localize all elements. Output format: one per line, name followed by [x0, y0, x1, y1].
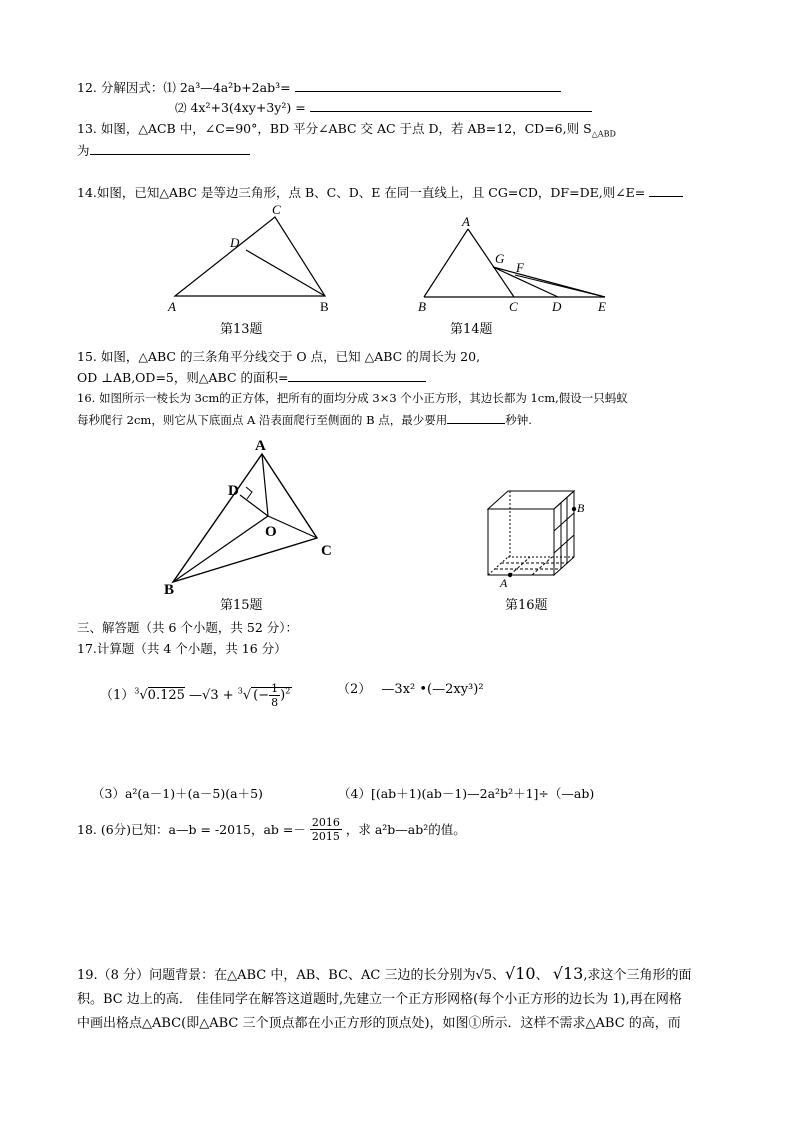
fig15-label-a: A: [255, 438, 266, 454]
fig15-triangle: [173, 454, 317, 582]
fig15-bisector-b: [173, 516, 268, 582]
q19-sqrt10: √10: [505, 964, 536, 983]
q15-line1: 15. 如图，△ABC 的三条角平分线交于 O 点，已知 △ABC 的周长为 20,: [77, 349, 481, 364]
q12-part2: [175, 99, 592, 116]
fig16-right-face: [554, 491, 574, 575]
q17-p2: [337, 682, 484, 698]
fig14-label-a: A: [462, 215, 470, 229]
q14-line: [77, 184, 683, 201]
q18-frac-num: 2016: [311, 816, 340, 829]
figure-13: [160, 200, 350, 320]
q13-line2: [77, 142, 250, 159]
q12-part1: [77, 79, 561, 96]
q17-p1-num: （1）: [100, 688, 135, 703]
figure-15: [155, 432, 345, 597]
fig13-label-a: A: [168, 299, 176, 314]
q14-text: 14.如图，已知△ABC 是等边三角形，点 B、C、D、E 在同一直线上，且 CG=CD，DF=DE,则∠E=: [77, 185, 646, 200]
q12-p2-num: ⑵: [175, 101, 187, 115]
fig15-label-b: B: [164, 582, 175, 597]
q19-line2: 积。BC 边上的高． 佳佳同学在解答这道题时,先建立一个正方形网格(每个小正方形的边长为 1),再在网格: [77, 992, 682, 1007]
fig14-label-g: G: [495, 251, 505, 266]
q19-sep: 、: [535, 968, 549, 983]
fig15-perpendicular-od: [240, 495, 268, 516]
q15-blank[interactable]: [288, 369, 426, 382]
q13-text: 13. 如图，△ACB 中，∠C=90°，BD 平分∠ABC 交 AC 于点 D，若 AB=12，CD=6,则 S: [77, 121, 592, 136]
q17-p1-a: 0.125: [147, 688, 185, 703]
figure-16: [478, 483, 603, 593]
fig14-side-ac: [468, 229, 514, 297]
q16-line2-text: 每秒爬行 2cm，则它从下底面点 A 沿表面爬行至侧面的 B 点，最少要用: [77, 413, 448, 427]
fig13-triangle: [175, 217, 325, 296]
fig16-label-b: B: [577, 501, 585, 515]
q17-p2-num: （2）: [337, 682, 372, 697]
q12-p1-num: ⑴: [163, 80, 176, 95]
q13-sub: △ABD: [591, 129, 616, 139]
q17-p1-frac-den: 8: [271, 696, 279, 709]
fig14-label-e: E: [598, 299, 606, 314]
section3-heading: 三、解答题（共 6 个小题，共 52 分）：: [77, 620, 299, 635]
q17-p1-b: —√3 +: [189, 688, 234, 703]
fig14-label-f: F: [516, 260, 524, 275]
fig16-point-b: [572, 507, 576, 511]
figure-14: [410, 215, 620, 315]
q17-p1: $(1)^3√0.125$ —√3 + $^3$√ (− $\frac{1}{8}$ )$^2$: [100, 682, 291, 709]
fig13-bisector-bd: [246, 250, 325, 296]
q19-line1a: 19.（8 分）问题背景：在△ABC 中，AB、BC、AC 三边的长分别为√5、: [77, 968, 506, 983]
fig13-label-c: C: [272, 202, 281, 217]
q18-pre: 18. (6分)已知：a—b = -2015，ab =－: [77, 822, 306, 837]
q13-blank[interactable]: [90, 142, 250, 155]
q17-p2-expr: —3x² •(—2xy³)²: [381, 682, 484, 697]
fig14-label-d: D: [552, 299, 562, 314]
fig15-label-c: C: [321, 543, 332, 559]
q12-label: 12. 分解因式：: [77, 80, 164, 95]
q16-line1: 16. 如图所示一棱长为 3cm的正方体，把所有的面均分成 3×3 个小正方形，其边长都为 1cm,假设一只蚂蚁: [77, 391, 628, 405]
q13-line2-text: 为: [77, 143, 90, 158]
fig13-label-d: D: [230, 235, 240, 250]
q12-p1-expr: 2a³—4a²b+2ab³=: [179, 80, 291, 95]
fig14-caption: 第14题: [450, 322, 493, 337]
q12-p1-blank[interactable]: [295, 79, 561, 92]
q12-p2-expr: 4x²+3(4xy+3y²) =: [190, 100, 306, 115]
q15-line2-text: OD ⊥AB,OD=5，则△ABC 的面积=: [77, 370, 289, 385]
fig13-label-b: B: [320, 299, 329, 314]
q15-line2: [77, 369, 426, 386]
q17-p4: （4）[(ab＋1)(ab－1)—2a²b²＋1]÷（—ab): [338, 786, 595, 801]
fig14-side-ab: [424, 229, 468, 297]
fig13-caption: 第13题: [220, 322, 263, 337]
q18-post: ，求 a²b—ab²的值。: [345, 822, 466, 837]
fig15-label-d: D: [228, 483, 239, 499]
fig16-point-a: [508, 573, 512, 577]
q19-line1e: ,求这个三角形的面: [583, 968, 692, 983]
q16-blank[interactable]: [447, 411, 505, 424]
fig16-front-face: [488, 509, 554, 575]
fig15-caption: 第15题: [220, 598, 263, 613]
fig14-label-c: C: [509, 299, 518, 314]
fig14-label-b: B: [418, 299, 426, 314]
q19-sqrt13: √13: [552, 964, 584, 983]
fig16-label-a: A: [500, 576, 508, 590]
q17-p1-frac-num: 1: [271, 682, 279, 695]
q17-title: 17.计算题（共 4 个小题，共 16 分）: [77, 641, 287, 656]
q18-frac-den: 2015: [311, 830, 340, 843]
q13-line1: [77, 121, 616, 143]
q12-p2-blank[interactable]: [310, 99, 592, 112]
fig15-bisector-a: [262, 454, 268, 516]
q17-p3: （3）a²(a－1)＋(a－5)(a＋5): [92, 786, 263, 801]
q19-line3: 中画出格点△ABC(即△ABC 三个顶点都在小正方形的顶点处)，如图①所示．这样不需求△ABC 的高，而: [77, 1016, 681, 1031]
q18-line: [77, 818, 466, 843]
q19-line1: [77, 966, 691, 984]
fig14-segment-fe: [515, 275, 605, 297]
fig15-right-angle-mark: [246, 487, 252, 499]
q16-line2: [77, 411, 532, 428]
q14-blank[interactable]: [649, 184, 683, 197]
fig16-caption: 第16题: [505, 598, 548, 613]
q16-line2-end: 秒钟.: [505, 413, 532, 427]
fig15-label-o: O: [265, 524, 277, 540]
